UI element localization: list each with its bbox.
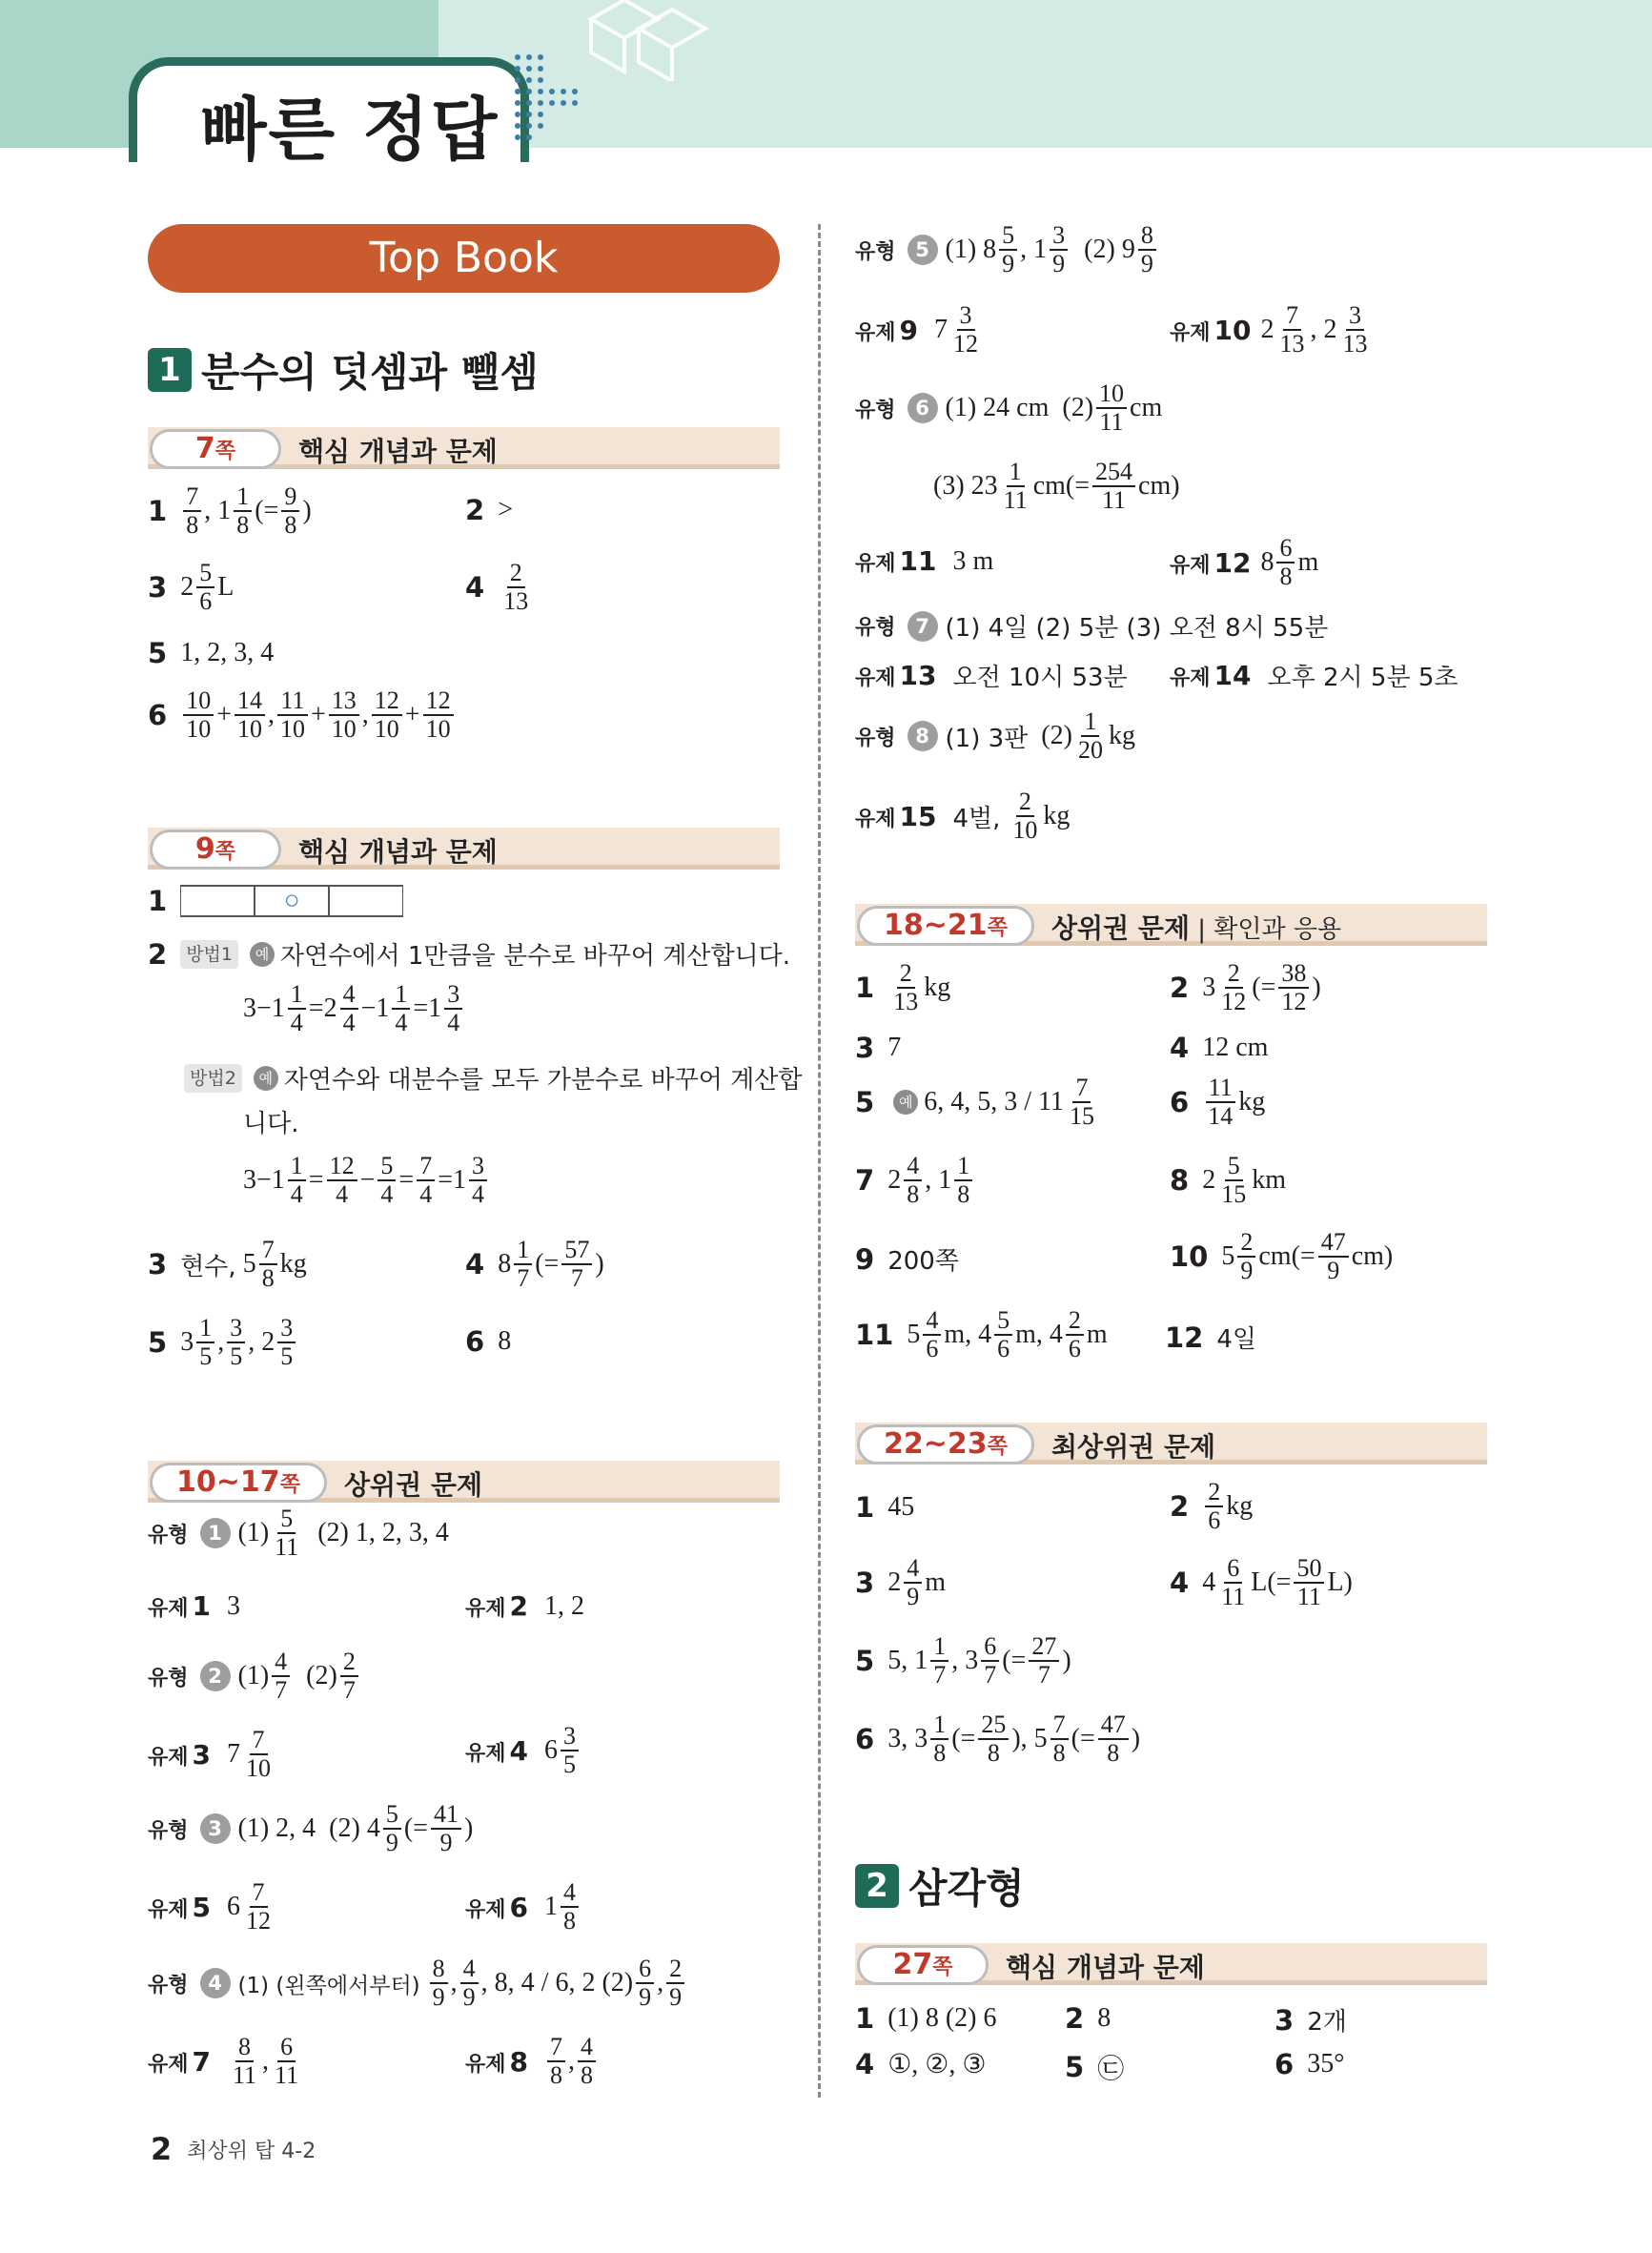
type-5: 유형 5 (1) 8 $\frac{5}{9}$ , 1 $\frac{3}{9}$ (2) 9 $\frac{8}{9}$ bbox=[855, 223, 1159, 277]
answer-27-5: 5 ㉢ bbox=[1065, 2051, 1125, 2084]
page-title: 빠른 정답 bbox=[200, 90, 500, 170]
answer-22-6: 6 3, 3 $\frac{1}{8}$ (= $\frac{25}{8}$ ), 5 $\frac{7}{8}$ (= $\frac{47}{8}$ ) bbox=[855, 1710, 1141, 1767]
answer-18-11: 11 5 $\frac{4}{6}$ m, 4 $\frac{5}{6}$ m, 4 $\frac{2}{6}$ m bbox=[855, 1306, 1108, 1362]
cube-decoration-icon bbox=[581, 0, 724, 81]
answer-7-6: 6 $\frac{10}{10}$ + $\frac{14}{10}$ , $\frac{11}{10}$ + $\frac{13}{10}$ , $\frac{12}{10}$ + $\frac{12}{10}$ bbox=[148, 688, 457, 742]
top-book-banner: Top Book bbox=[148, 224, 780, 293]
section-title: 핵심 개념과 문제 bbox=[1006, 1952, 1205, 1983]
section-header-p22-23 bbox=[855, 1423, 1487, 1468]
answer-7-5: 5 1, 2, 3, 4 bbox=[148, 637, 275, 669]
answer-27-6: 6 35° bbox=[1275, 2048, 1345, 2080]
answer-9-2-method2: 방법2 예 자연수와 대분수를 모두 가분수로 바꾸어 계산합 bbox=[184, 1060, 802, 1096]
page-badge: 22~23쪽 bbox=[857, 1424, 1034, 1464]
section-header-p18-21 bbox=[855, 904, 1487, 950]
answer-7-1: 1 $\frac{7}{8}$ , 1 $\frac{1}{8}$ (= $\frac{9}{8}$ ) bbox=[148, 482, 312, 539]
page-badge: 7쪽 bbox=[150, 429, 281, 469]
answer-7-4: 4 $\frac{2}{13}$ bbox=[465, 559, 529, 615]
answer-9-2-method1: 2 방법1 예 자연수에서 1만큼을 분수로 바꾸어 계산합니다. bbox=[148, 937, 791, 971]
answer-7-3: 3 2 $\frac{5}{6}$ L bbox=[148, 559, 235, 615]
section-title: 핵심 개념과 문제 bbox=[298, 436, 498, 467]
type-6: 유형 6 (1) 24 cm (2) $\frac{10}{11}$ cm bbox=[855, 379, 1163, 436]
column-divider bbox=[818, 224, 821, 2098]
section-header-p7 bbox=[148, 427, 780, 473]
answer-9-1: 1 ○ bbox=[148, 885, 403, 917]
answer-18-5: 5 예 6, 4, 5, 3 / 11 $\frac{7}{15}$ bbox=[855, 1074, 1094, 1130]
type-6-3: (3) 23 $\frac{1}{11}$ cm(= $\frac{254}{11}$ cm) bbox=[933, 458, 1180, 514]
book-title: 최상위 탑 4-2 bbox=[187, 2139, 316, 2163]
answer-22-4: 4 4 $\frac{6}{11}$ L(= $\frac{50}{11}$ L) bbox=[1170, 1554, 1353, 1610]
exercise-9: 유제 9 7 $\frac{3}{12}$ bbox=[855, 301, 978, 358]
section-title: 핵심 개념과 문제 bbox=[298, 836, 498, 868]
exercise-5: 유제 5 6 $\frac{7}{12}$ bbox=[148, 1878, 271, 1935]
answer-9-5: 5 3 $\frac{1}{5}$ , $\frac{3}{5}$ , 2 $\frac{3}{5}$ bbox=[148, 1316, 298, 1369]
answer-7-2: 2 > bbox=[465, 494, 513, 526]
section-title: 최상위권 문제 bbox=[1051, 1431, 1216, 1463]
answer-9-3: 3 현수, 5 $\frac{7}{8}$ kg bbox=[148, 1236, 307, 1292]
type-8: 유형 8 (1) 3판 (2) $\frac{1}{20}$ kg bbox=[855, 707, 1135, 764]
exercise-3: 유제 3 7 $\frac{7}{10}$ bbox=[148, 1726, 271, 1782]
page-badge: 18~21쪽 bbox=[857, 906, 1034, 946]
chapter-number: 2 bbox=[855, 1864, 899, 1908]
type-7: 유형 7 (1) 4일 (2) 5분 (3) 오전 8시 55분 bbox=[855, 608, 1328, 644]
section-title: 상위권 문제 bbox=[344, 1469, 482, 1501]
answer-18-8: 8 2 $\frac{5}{15}$ km bbox=[1170, 1152, 1286, 1208]
answer-18-2: 2 3 $\frac{2}{12}$ (= $\frac{38}{12}$ ) bbox=[1170, 959, 1321, 1015]
answer-18-6: 6 $\frac{11}{14}$ kg bbox=[1170, 1074, 1266, 1130]
answer-18-3: 3 7 bbox=[855, 1032, 902, 1064]
section-header-p10-17 bbox=[148, 1461, 780, 1506]
exercise-1: 유제 1 3 bbox=[148, 1590, 240, 1622]
chapter-number: 1 bbox=[148, 348, 192, 392]
exercise-12: 유제 12 8 $\frac{6}{8}$ m bbox=[1170, 534, 1319, 590]
chapter-title: 삼각형 bbox=[908, 1865, 1025, 1912]
answer-22-5: 5 5, 1 $\frac{1}{7}$ , 3 $\frac{6}{7}$ (= $\frac{27}{7}$ ) bbox=[855, 1632, 1071, 1689]
type-1: 유형 1 (1) $\frac{5}{11}$ (2) 1, 2, 3, 4 bbox=[148, 1505, 449, 1561]
exercise-7: 유제 7 $\frac{8}{11}$ , $\frac{6}{11}$ bbox=[148, 2033, 299, 2089]
dot-grid-decoration-icon bbox=[510, 50, 586, 154]
section-title: 상위권 문제 | 확인과 응용 bbox=[1051, 912, 1342, 944]
answer-18-1: 1 $\frac{2}{13}$ kg bbox=[855, 959, 951, 1015]
calc-9-2-method2: 3−1 $\frac{1}{4}$ = $\frac{12}{4}$ − $\frac{5}{4}$ = $\frac{7}{4}$ =1 $\frac{3}{4}$ bbox=[243, 1154, 490, 1207]
answer-27-4: 4 ①, ②, ③ bbox=[855, 2048, 987, 2080]
answer-boxes: ○ bbox=[180, 885, 403, 917]
answer-27-2: 2 8 bbox=[1065, 2002, 1112, 2035]
page-footer bbox=[151, 2131, 316, 2167]
chapter-title: 분수의 덧셈과 뺄셈 bbox=[201, 349, 539, 396]
exercise-4: 유제 4 6 $\frac{3}{5}$ bbox=[465, 1724, 581, 1777]
answer-9-6: 6 8 bbox=[465, 1325, 512, 1358]
exercise-2: 유제 2 1, 2 bbox=[465, 1590, 584, 1622]
section-header-p9 bbox=[148, 828, 780, 873]
answer-9-4: 4 8 $\frac{1}{7}$ (= $\frac{57}{7}$ ) bbox=[465, 1236, 604, 1292]
type-4: 유형 4 (1) (왼쪽에서부터) $\frac{8}{9}$ , $\frac{4}{9}$ , 8, 4 / 6, 2 (2) $\frac{6}{9}$ , $\frac{2}{9}$ bbox=[148, 1956, 687, 2010]
exercise-8: 유제 8 $\frac{7}{8}$ , $\frac{4}{8}$ bbox=[465, 2035, 599, 2088]
exercise-6: 유제 6 1 $\frac{4}{8}$ bbox=[465, 1880, 581, 1934]
section-header-p27 bbox=[855, 1943, 1487, 1989]
exercise-15: 유제 15 4벌, $\frac{2}{10}$ kg bbox=[855, 788, 1071, 844]
answer-27-3: 3 2개 bbox=[1275, 2003, 1347, 2037]
page-badge: 10~17쪽 bbox=[150, 1463, 327, 1503]
answer-27-1: 1 (1) 8 (2) 6 bbox=[855, 2002, 997, 2035]
exercise-13: 유제 13 오전 10시 53분 bbox=[855, 660, 1128, 692]
exercise-14: 유제 14 오후 2시 5분 5초 bbox=[1170, 660, 1458, 692]
type-2: 유형 2 (1) $\frac{4}{7}$ (2) $\frac{2}{7}$ bbox=[148, 1649, 361, 1703]
exercise-11: 유제 11 3 m bbox=[855, 545, 994, 577]
answer-9-2-method2-cont: 니다. bbox=[243, 1110, 299, 1138]
page-badge: 9쪽 bbox=[150, 830, 281, 870]
answer-22-3: 3 2 $\frac{4}{9}$ m bbox=[855, 1554, 946, 1610]
exercise-10: 유제 10 2 $\frac{7}{13}$ , 2 $\frac{3}{13}$ bbox=[1170, 301, 1368, 358]
answer-22-2: 2 $\frac{2}{6}$ kg bbox=[1170, 1478, 1254, 1534]
answer-18-4: 4 12 cm bbox=[1170, 1032, 1269, 1064]
answer-22-1: 1 45 bbox=[855, 1491, 915, 1524]
chapter-2-heading bbox=[855, 1857, 1025, 1915]
answer-18-12: 12 4일 bbox=[1165, 1321, 1257, 1354]
answer-18-10: 10 5 $\frac{2}{9}$ cm(= $\frac{47}{9}$ cm) bbox=[1170, 1228, 1394, 1284]
page-badge: 27쪽 bbox=[857, 1945, 989, 1985]
page-number: 2 bbox=[151, 2131, 173, 2167]
answer-18-7: 7 2 $\frac{4}{8}$ , 1 $\frac{1}{8}$ bbox=[855, 1154, 975, 1207]
answer-18-9: 9 200쪽 bbox=[855, 1242, 959, 1276]
type-3: 유형 3 (1) 2, 4 (2) 4 $\frac{5}{9}$ (= $\frac{41}{9}$ ) bbox=[148, 1800, 474, 1856]
calc-9-2-method1: 3−1 $\frac{1}{4}$ =2 $\frac{4}{4}$ −1 $\frac{1}{4}$ =1 $\frac{3}{4}$ bbox=[243, 982, 465, 1035]
chapter-1-heading bbox=[148, 341, 539, 399]
